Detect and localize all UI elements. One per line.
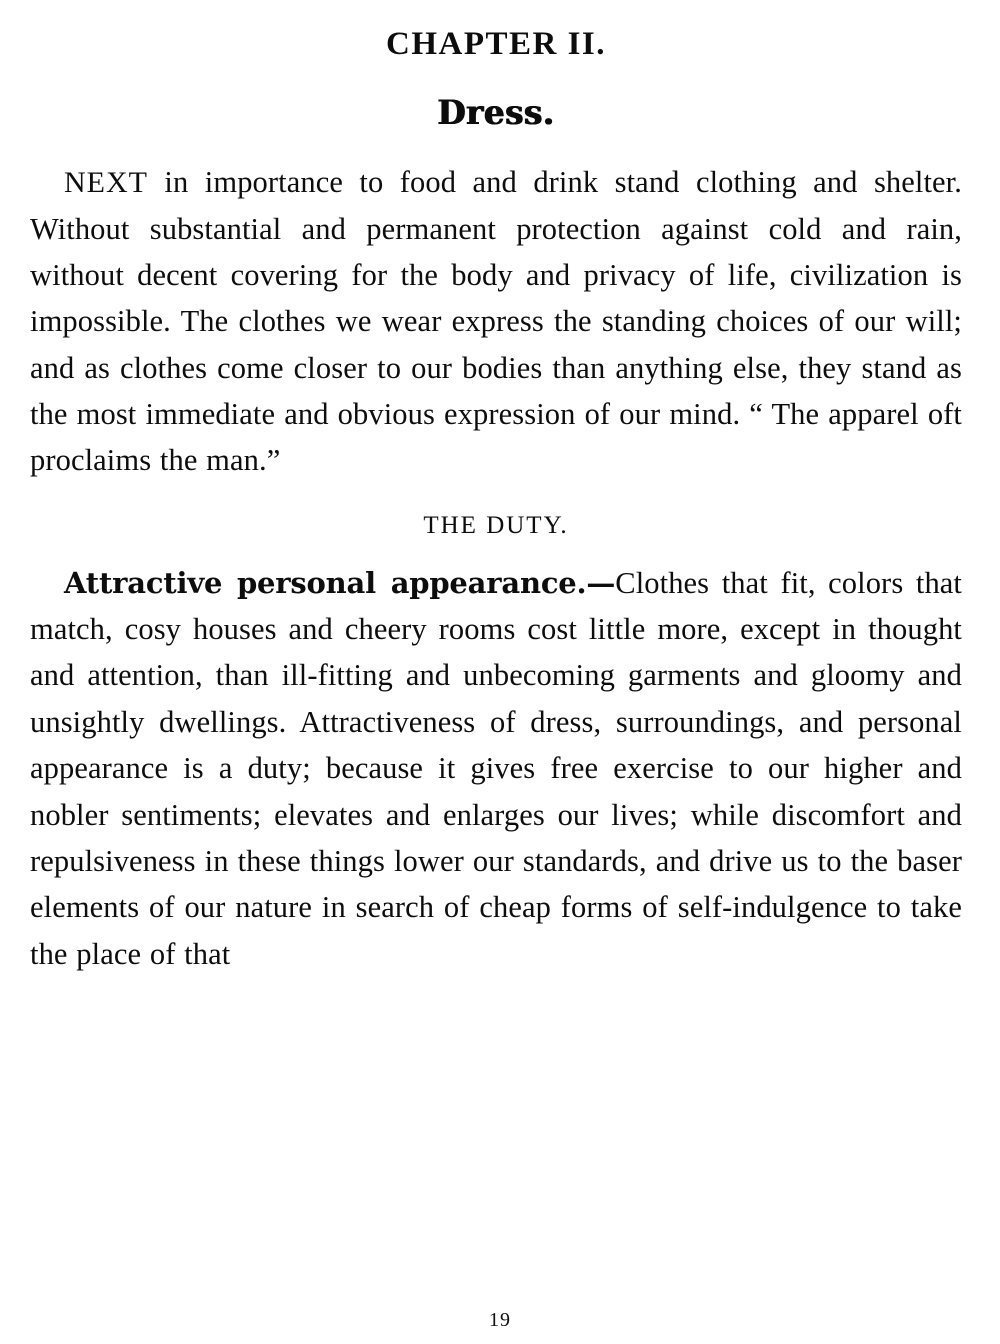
paragraph-two — [30, 560, 962, 977]
paragraph-one — [30, 159, 962, 484]
paragraph-indent — [30, 165, 64, 199]
run-in-heading: Attractive personal appearance.— — [64, 565, 616, 600]
paragraph-one-lead: NEXT — [64, 166, 148, 199]
paragraph-two-indent — [30, 566, 64, 600]
chapter-title — [30, 93, 962, 133]
page-number: 19 — [489, 1309, 511, 1331]
paragraph-two-text: Clothes that fit, colors that match, cosy houses and cheery rooms cost little more, except in thought and attention, than ill-fitting and unbecoming garments and gloomy and unsightly dwellings. Attractiveness of dress, surroundings, and personal appearance is a duty; because it gives free exercise to our higher and nobler sentiments; elevates and enlarges our lives; while discomfort and repulsiveness in these things lower our standards, and drive us to the baser elements of our nature in search of cheap forms of self-indulgence to take the place of that — [30, 565, 963, 971]
paragraph-one-text: in importance to food and drink stand clothing and shelter. Without substantial and permanent protection against cold and rain, without decent covering for the body and privacy of life, civilization is impossible. The clothes we wear express the standing choices of our will; and as clothes come closer to our bodies than anything else, they stand as the most immediate and obvious expression of our mind. “ The apparel oft proclaims the man.” — [30, 165, 962, 478]
subheading-duty: THE DUTY. — [423, 511, 569, 539]
chapter-label: CHAPTER II. — [385, 26, 607, 62]
chapter-title-text: Dress. — [437, 93, 555, 133]
